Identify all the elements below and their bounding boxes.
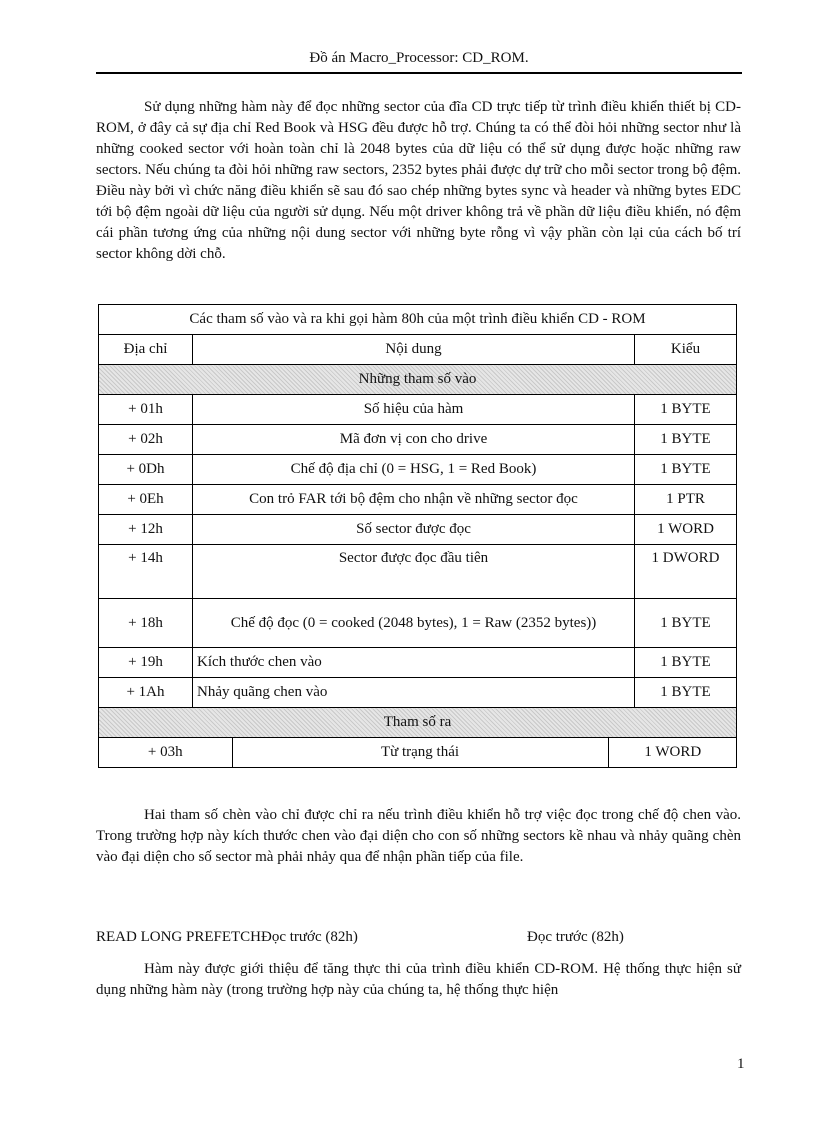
table-row <box>99 599 737 648</box>
row-type: 1 PTR <box>635 485 737 515</box>
table-row <box>99 425 737 455</box>
input-section-heading: Những tham số vào <box>99 365 737 395</box>
table-row <box>99 395 737 425</box>
header-address: Địa chỉ <box>99 335 193 365</box>
table-caption: Các tham số vào và ra khi gọi hàm 80h của một trình điều khiển CD - ROM <box>99 305 737 335</box>
row-address: + 0Eh <box>99 485 193 515</box>
table-row <box>99 485 737 515</box>
paragraph-interleave-text: Hai tham số chèn vào chỉ được chỉ ra nếu trình điều khiển hỗ trợ việc đọc trong chế độ chen vào. Trong trường hợp này kích thước chen vào đại diện cho con số những sectors kề nhau và nhảy quãng chèn vào đại diện cho số sector mà phải nhảy qua để nhận phần tiếp của file. <box>96 807 741 865</box>
row-content: Mã đơn vị con cho drive <box>193 425 635 455</box>
row-type: 1 BYTE <box>635 648 737 678</box>
row-content: Sector được đọc đầu tiên <box>193 545 635 599</box>
row-address: + 19h <box>99 648 193 678</box>
row-type: 1 BYTE <box>635 395 737 425</box>
paragraph-interleave <box>96 805 741 868</box>
paragraph-intro <box>96 97 741 265</box>
row-content: Kích thước chen vào <box>193 648 635 678</box>
table-row <box>99 515 737 545</box>
row-address: + 12h <box>99 515 193 545</box>
row-type: 1 BYTE <box>635 455 737 485</box>
page-number: 1 <box>737 1056 745 1072</box>
row-type: 1 BYTE <box>635 678 737 708</box>
output-type: 1 WORD <box>644 744 702 760</box>
output-address: + 03h <box>147 744 183 760</box>
row-address: + 0Dh <box>99 455 193 485</box>
row-type: 1 BYTE <box>635 425 737 455</box>
header-content: Nội dung <box>193 335 635 365</box>
output-content: Từ trạng thái <box>232 738 608 767</box>
row-content: Con trỏ FAR tới bộ đệm cho nhận về những sector đọc <box>193 485 635 515</box>
section-heading <box>96 929 741 949</box>
row-address: + 01h <box>99 395 193 425</box>
table-row <box>99 455 737 485</box>
row-type: 1 BYTE <box>635 599 737 648</box>
row-content: Nhảy quãng chen vào <box>193 678 635 708</box>
page-header: Đồ án Macro_Processor: CD_ROM. <box>96 50 742 74</box>
paragraph-prefetch <box>96 959 741 1001</box>
row-address: + 02h <box>99 425 193 455</box>
row-address: + 14h <box>99 545 193 599</box>
row-content: Chế độ địa chỉ (0 = HSG, 1 = Red Book) <box>193 455 635 485</box>
row-address: + 1Ah <box>99 678 193 708</box>
output-section-heading: Tham số ra <box>99 708 737 738</box>
row-type: 1 WORD <box>635 515 737 545</box>
row-content: Số sector được đọc <box>193 515 635 545</box>
section-heading-left: READ LONG PREFETCHĐọc trước (82h) <box>96 929 358 945</box>
row-content: Chế độ đọc (0 = cooked (2048 bytes), 1 = Raw (2352 bytes)) <box>193 599 635 648</box>
output-row <box>99 738 737 768</box>
table-row <box>99 648 737 678</box>
row-address: + 18h <box>99 599 193 648</box>
header-type: Kiểu <box>635 335 737 365</box>
section-heading-right: Đọc trước (82h) <box>527 929 624 945</box>
row-content: Số hiệu của hàm <box>193 395 635 425</box>
table-row <box>99 545 737 599</box>
paragraph-prefetch-text: Hàm này được giới thiệu để tăng thực thi của trình điều khiển CD-ROM. Hệ thống thực hiện sử dụng những hàm này (trong trường hợp này của chúng ta, hệ thống thực hiện <box>96 961 741 998</box>
table-row <box>99 678 737 708</box>
paragraph-intro-text: Sử dụng những hàm này để đọc những sector của đĩa CD trực tiếp từ trình điều khiển thiết bị CD-ROM, ở đây cả sự địa chỉ Red Book và HSG đều được hỗ trợ. Chúng ta có thể đòi hỏi những sector như là những cooked sector với hoàn toàn chỉ là 2048 bytes của dữ liệu có thể sử dụng được hoặc những raw sectors. Nếu chúng ta đòi hỏi những raw sectors, 2352 bytes phải được dự trữ cho mỗi sector trong bộ đệm. Điều này bởi vì chức năng điều khiển sẽ sau đó sao chép những bytes sync và header và những bytes EDC tới bộ đệm ngoài dữ liệu của người sử dụng. Nếu một driver không trả về phần dữ liệu điều khiển, nó đệm cái phần tương ứng của những nội dung sector với những byte rỗng vì vậy phần còn lại của cách bố trí sector không dời chỗ. <box>96 99 741 262</box>
parameter-table <box>98 304 737 768</box>
row-type: 1 DWORD <box>635 545 737 599</box>
